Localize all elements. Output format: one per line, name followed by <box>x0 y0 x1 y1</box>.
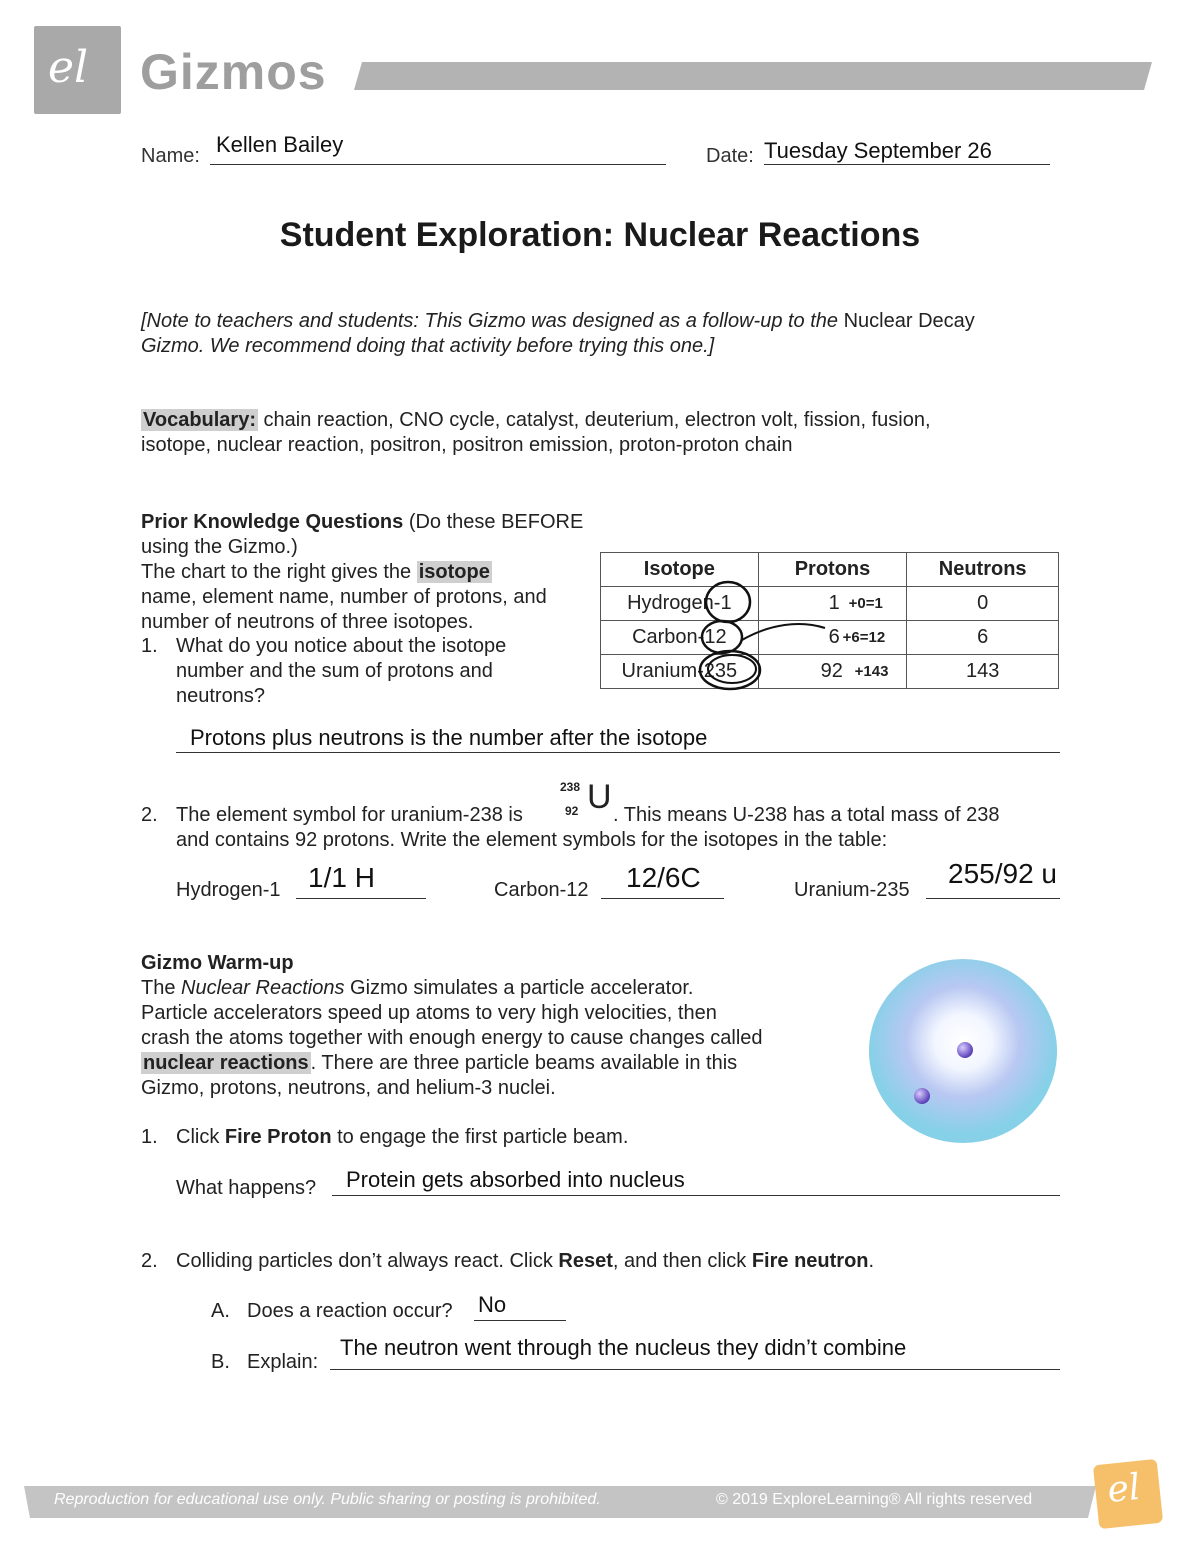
warmup-q2-number: 2. <box>141 1250 158 1272</box>
page-title: Student Exploration: Nuclear Reactions <box>279 216 921 254</box>
prior-intro-c: number of neutrons of three isotopes. <box>141 611 474 633</box>
reset-label: Reset <box>558 1250 613 1272</box>
prior-heading-note: (Do these BEFORE using the Gizmo.) <box>141 511 584 558</box>
warmup-p1-b: Gizmo simulates a particle accelerator. <box>344 977 694 999</box>
symbol-line-hydrogen <box>296 898 426 899</box>
warmup-q1-a: Click <box>176 1126 225 1148</box>
logo-mark: el <box>48 42 89 93</box>
prior-intro-a: The chart to the right gives the <box>141 561 417 583</box>
warmup-q1-answer[interactable]: Protein gets absorbed into nucleus <box>346 1167 685 1192</box>
symbol-line-carbon <box>601 898 724 899</box>
warmup-q1-answer-line <box>332 1195 1060 1196</box>
note-plain: Nuclear Decay <box>843 310 975 332</box>
symbol-answer-carbon[interactable]: 12/6C <box>626 862 701 893</box>
date-label: Date: <box>706 145 754 167</box>
logo-badge <box>34 26 121 114</box>
warmup-q1-text <box>176 1125 628 1150</box>
warmup-p3: crash the atoms together with enough energy to cause changes called <box>141 1027 763 1049</box>
q1-answer[interactable]: Protons plus neutrons is the number after the isotope <box>190 725 708 750</box>
footer-logo-mark: el <box>1105 1466 1143 1512</box>
cell-isotope: Hydrogen-1 <box>601 587 759 621</box>
qA-answer-line <box>474 1320 566 1321</box>
vocab-label: Vocabulary: <box>143 409 256 431</box>
name-line <box>210 164 666 165</box>
symbol-answer-uranium[interactable]: 255/92 u <box>948 858 1057 889</box>
warmup-q2-text <box>176 1249 874 1274</box>
qA-text: Does a reaction occur? <box>247 1300 453 1322</box>
prior-intro-hl: isotope <box>418 561 490 583</box>
warmup-q1-c: to engage the first particle beam. <box>331 1126 629 1148</box>
note-italic-b: Gizmo. We recommend doing that activity before trying this one.] <box>141 335 715 357</box>
symbol-label-uranium: Uranium-235 <box>794 879 910 901</box>
header-bar <box>354 62 1152 90</box>
q2-line2: and contains 92 protons. Write the element symbols for the isotopes in the table: <box>176 829 888 851</box>
cell-protons-note: +6=12 <box>842 629 886 646</box>
handwritten-annotations <box>690 576 830 696</box>
footer-logo-badge <box>1093 1459 1163 1529</box>
q2-atomic-number: 92 <box>565 804 579 818</box>
cell-neutrons: 143 <box>907 655 1059 689</box>
q2-number: 2. <box>141 804 158 826</box>
qB-answer-line <box>330 1369 1060 1370</box>
particle-dot <box>914 1088 930 1104</box>
symbol-label-carbon: Carbon-12 <box>494 879 589 901</box>
warmup-p4-b: . There are three particle beams available in this <box>310 1052 738 1074</box>
brand-name: Gizmos <box>140 44 327 100</box>
warmup-q1-number: 1. <box>141 1126 158 1148</box>
name-label: Name: <box>141 145 200 167</box>
warmup-p5: Gizmo, protons, neutrons, and helium-3 nuclei. <box>141 1077 556 1099</box>
prior-heading: Prior Knowledge Questions <box>141 511 404 533</box>
col-header-isotope: Isotope <box>601 553 759 587</box>
prior-intro-b: name, element name, number of protons, and <box>141 586 547 608</box>
q1-line3: neutrons? <box>176 685 265 707</box>
warmup-section <box>141 951 841 1101</box>
cell-neutrons: 6 <box>907 621 1059 655</box>
cell-protons-note: +143 <box>854 663 889 680</box>
vocab-line2: isotope, nuclear reaction, positron, positron emission, proton-proton chain <box>141 434 793 456</box>
symbol-line-uranium <box>926 898 1060 899</box>
warmup-q2-e: . <box>868 1250 875 1272</box>
q2-text-b: . This means U-238 has a total mass of 238 <box>613 804 1000 826</box>
fire-proton-label: Fire Proton <box>224 1126 332 1148</box>
q1-line1: What do you notice about the isotope <box>176 635 507 657</box>
qA-answer[interactable]: No <box>478 1292 507 1317</box>
qB-answer[interactable]: The neutron went through the nucleus they didn’t combine <box>340 1335 907 1360</box>
date-value[interactable]: Tuesday September 26 <box>764 138 992 163</box>
q1-question <box>176 634 576 709</box>
qA-label: A. <box>211 1300 230 1322</box>
cell-protons-value: 92 <box>820 660 843 682</box>
warmup-p1-italic: Nuclear Reactions <box>181 977 345 999</box>
fire-neutron-label: Fire neutron <box>751 1250 869 1272</box>
warmup-p2: Particle accelerators speed up atoms to very high velocities, then <box>141 1002 717 1024</box>
vocab-line1: chain reaction, CNO cycle, catalyst, deuterium, electron volt, fission, fusion, <box>258 409 931 431</box>
cell-protons-value: 6 <box>828 626 840 648</box>
col-header-protons: Protons <box>758 553 907 587</box>
q1-answer-line <box>176 752 1060 753</box>
note-italic-a: [Note to teachers and students: This Gizmo was designed as a follow-up to the <box>141 310 844 332</box>
teacher-note <box>141 309 1101 359</box>
q1-line2: number and the sum of protons and <box>176 660 493 682</box>
col-header-neutrons: Neutrons <box>907 553 1059 587</box>
cell-neutrons: 0 <box>907 587 1059 621</box>
warmup-q1-prompt: What happens? <box>176 1177 317 1199</box>
prior-knowledge-intro <box>141 510 611 635</box>
particle-dot <box>957 1042 973 1058</box>
cell-isotope: Carbon-12 <box>601 621 759 655</box>
q2-mass-number: 238 <box>560 780 581 794</box>
nucleus-illustration <box>866 958 1060 1146</box>
footer-copyright: © 2019 ExploreLearning® All rights reserved <box>716 1491 1033 1508</box>
qB-text: Explain: <box>247 1351 319 1373</box>
warmup-heading: Gizmo Warm-up <box>141 952 294 974</box>
symbol-label-hydrogen: Hydrogen-1 <box>176 879 281 901</box>
vocabulary <box>141 408 1101 458</box>
q2-text-a: The element symbol for uranium-238 is <box>176 804 523 826</box>
symbol-answer-hydrogen[interactable]: 1/1 H <box>308 862 375 893</box>
footer-disclaimer: Reproduction for educational use only. Public sharing or posting is prohibited. <box>54 1491 601 1508</box>
warmup-p4-hl: nuclear reactions <box>143 1052 309 1074</box>
warmup-q2-c: , and then click <box>612 1250 752 1272</box>
q1-number: 1. <box>141 635 158 657</box>
warmup-q2-a: Colliding particles don’t always react. Click <box>176 1250 559 1272</box>
qB-label: B. <box>211 1351 230 1373</box>
date-line <box>764 164 1050 165</box>
cell-protons-note: +0=1 <box>848 595 883 612</box>
q2-element-symbol: U <box>587 778 612 816</box>
warmup-p1-a: The <box>141 977 182 999</box>
cell-isotope: Uranium-235 <box>601 655 759 689</box>
name-value[interactable]: Kellen Bailey <box>216 132 344 157</box>
cell-protons-value: 1 <box>828 592 840 614</box>
